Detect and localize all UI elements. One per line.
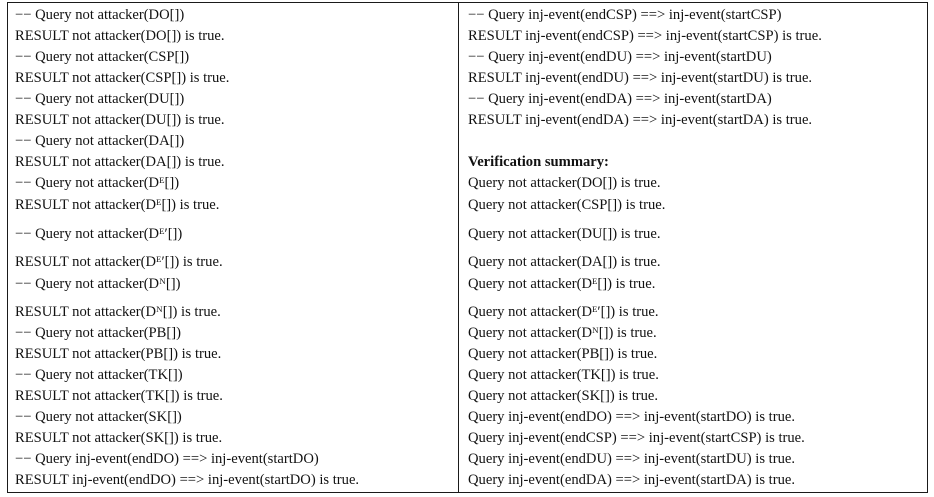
summary-line: Query not attacker(SK[]) is true. xyxy=(468,388,659,404)
summary-line: Query inj-event(endDU) ==> inj-event(startDU) is true. xyxy=(468,451,796,467)
summary-line: Query not attacker(DU[]) is true. xyxy=(468,226,661,242)
summary-line: Query not attacker(TK[]) is true. xyxy=(468,367,659,383)
left-line: RESULT not attacker(DU[]) is true. xyxy=(15,112,225,128)
summary-line: Query not attacker(CSP[]) is true. xyxy=(468,197,666,213)
summary-line: Query not attacker(Dᴱ′[]) is true. xyxy=(468,304,659,320)
left-line: RESULT not attacker(SK[]) is true. xyxy=(15,430,223,446)
left-line: −− Query not attacker(PB[]) xyxy=(15,325,181,341)
left-column xyxy=(8,3,459,492)
summary-line: Query inj-event(endDA) ==> inj-event(startDA) is true. xyxy=(468,472,796,488)
left-line: RESULT not attacker(DO[]) is true. xyxy=(15,28,225,44)
left-line: RESULT not attacker(Dᴱ′[]) is true. xyxy=(15,254,223,270)
summary-line: Query inj-event(endCSP) ==> inj-event(startCSP) is true. xyxy=(468,430,805,446)
left-line: RESULT not attacker(DA[]) is true. xyxy=(15,154,225,170)
left-line: −− Query not attacker(DO[]) xyxy=(15,7,185,23)
summary-line: Query not attacker(DA[]) is true. xyxy=(468,254,661,270)
left-line: RESULT not attacker(CSP[]) is true. xyxy=(15,70,230,86)
left-line: −− Query not attacker(TK[]) xyxy=(15,367,183,383)
left-line: −− Query not attacker(SK[]) xyxy=(15,409,182,425)
left-line: RESULT not attacker(PB[]) is true. xyxy=(15,346,222,362)
right-line: RESULT inj-event(endDU) ==> inj-event(startDU) is true. xyxy=(468,70,813,86)
left-line: −− Query not attacker(Dᴱ[]) xyxy=(15,175,180,191)
left-line: RESULT not attacker(TK[]) is true. xyxy=(15,388,223,404)
right-column xyxy=(459,3,927,492)
left-line: RESULT not attacker(Dᴺ[]) is true. xyxy=(15,304,221,320)
verification-results-table xyxy=(7,2,928,493)
left-line: −− Query not attacker(CSP[]) xyxy=(15,49,190,65)
summary-line: Query not attacker(PB[]) is true. xyxy=(468,346,658,362)
summary-line: Query not attacker(Dᴺ[]) is true. xyxy=(468,325,657,341)
summary-line: Query not attacker(DO[]) is true. xyxy=(468,175,661,191)
verification-summary-heading: Verification summary: xyxy=(468,154,609,170)
left-line: −− Query not attacker(DU[]) xyxy=(15,91,185,107)
right-line: −− Query inj-event(endDU) ==> inj-event(startDU) xyxy=(468,49,772,65)
left-line: −− Query not attacker(Dᴱ′[]) xyxy=(15,226,183,242)
left-line: −− Query inj-event(endDO) ==> inj-event(startDO) xyxy=(15,451,319,467)
right-line: RESULT inj-event(endCSP) ==> inj-event(startCSP) is true. xyxy=(468,28,822,44)
summary-line: Query inj-event(endDO) ==> inj-event(startDO) is true. xyxy=(468,409,796,425)
right-line: −− Query inj-event(endCSP) ==> inj-event(startCSP) xyxy=(468,7,782,23)
left-line: −− Query not attacker(Dᴺ[]) xyxy=(15,276,181,292)
right-line: RESULT inj-event(endDA) ==> inj-event(startDA) is true. xyxy=(468,112,813,128)
right-line: −− Query inj-event(endDA) ==> inj-event(startDA) xyxy=(468,91,772,107)
left-line: RESULT inj-event(endDO) ==> inj-event(startDO) is true. xyxy=(15,472,360,488)
left-line: RESULT not attacker(Dᴱ[]) is true. xyxy=(15,197,220,213)
left-line: −− Query not attacker(DA[]) xyxy=(15,133,185,149)
summary-line: Query not attacker(Dᴱ[]) is true. xyxy=(468,276,656,292)
